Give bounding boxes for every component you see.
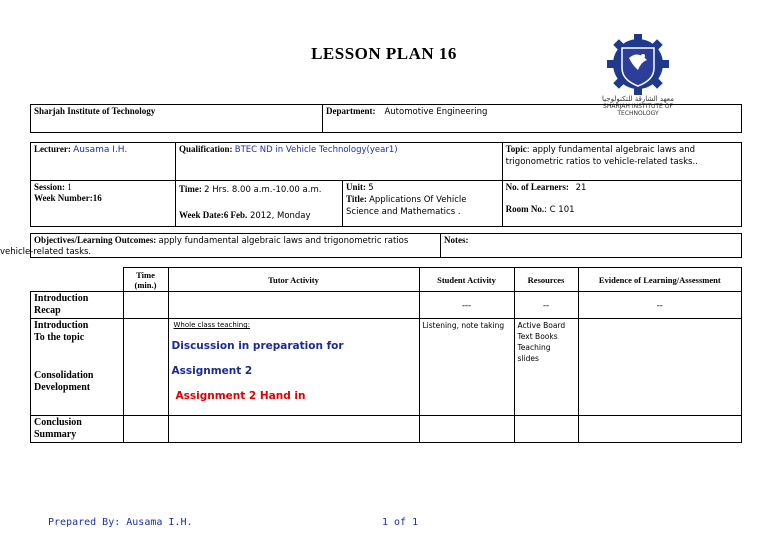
institute-name: Sharjah Institute of Technology — [31, 105, 323, 133]
row-label: Conclusion Summary — [31, 416, 124, 443]
objectives-overflow: vehicle-related tasks. — [0, 247, 92, 257]
tutor-activity: Whole class teaching: Discussion in preparation for Assignment 2 Assignment 2 Hand in — [168, 319, 419, 416]
unit-cell: Unit: 5 Title: Applications Of Vehicle Science and Mathematics . — [343, 181, 503, 227]
student-header: Student Activity — [419, 268, 514, 292]
learners-cell: No. of Learners: 21 Room No.: C 101 — [502, 181, 741, 227]
resources-header: Resources — [514, 268, 578, 292]
row-label: Introduction Recap — [31, 292, 124, 319]
objectives-cell: Objectives/Learning Outcomes: apply fundamental algebraic laws and trigonometric ratios — [31, 234, 441, 258]
tutor-header: Tutor Activity — [168, 268, 419, 292]
qualification-cell: Qualification: BTEC ND in Vehicle Technology(year1) — [176, 143, 503, 181]
time-header: Time (min.) — [123, 268, 168, 292]
session-cell: Session: 1 Week Number:16 — [31, 181, 176, 227]
evidence-value: -- — [578, 292, 742, 319]
row-label: Introduction To the topic Consolidation Development — [31, 319, 124, 416]
activity-table — [30, 267, 742, 443]
notes-cell: Notes: — [441, 234, 742, 258]
lecturer-cell: Lecturer: Ausama I.H. — [31, 143, 176, 181]
details-table — [30, 142, 742, 227]
time-cell: Time: 2 Hrs. 8.00 a.m.-10.00 a.m. Week Date:6 Feb. 2012, Monday — [176, 181, 343, 227]
resources-value: -- — [514, 292, 578, 319]
table-row — [31, 416, 742, 443]
table-row — [31, 319, 742, 416]
department-cell: Department: Automotive Engineering — [323, 105, 742, 133]
student-activity: Listening, note taking — [419, 319, 514, 416]
blank-header — [31, 268, 124, 292]
gear-shield-icon — [598, 34, 678, 96]
topic-cell: Topic: apply fundamental algebraic laws and trigonometric ratios to vehicle-related tasks.. — [502, 143, 741, 181]
table-row — [31, 292, 742, 319]
logo-caption: معهد الشارقة للتكنولوجيا SHARJAH INSTITUTE OF TECHNOLOGY — [602, 95, 674, 117]
institute-table — [30, 104, 742, 133]
objectives-table — [30, 233, 742, 258]
student-activity: --- — [419, 292, 514, 319]
page-number: 1 of 1 — [382, 517, 419, 528]
evidence-header: Evidence of Learning/Assessment — [578, 268, 742, 292]
resources-list: Active Board Text Books Teaching slides — [514, 319, 578, 416]
prepared-by: Prepared By: Ausama I.H. — [48, 517, 193, 528]
page-title: LESSON PLAN 16 — [311, 44, 457, 63]
